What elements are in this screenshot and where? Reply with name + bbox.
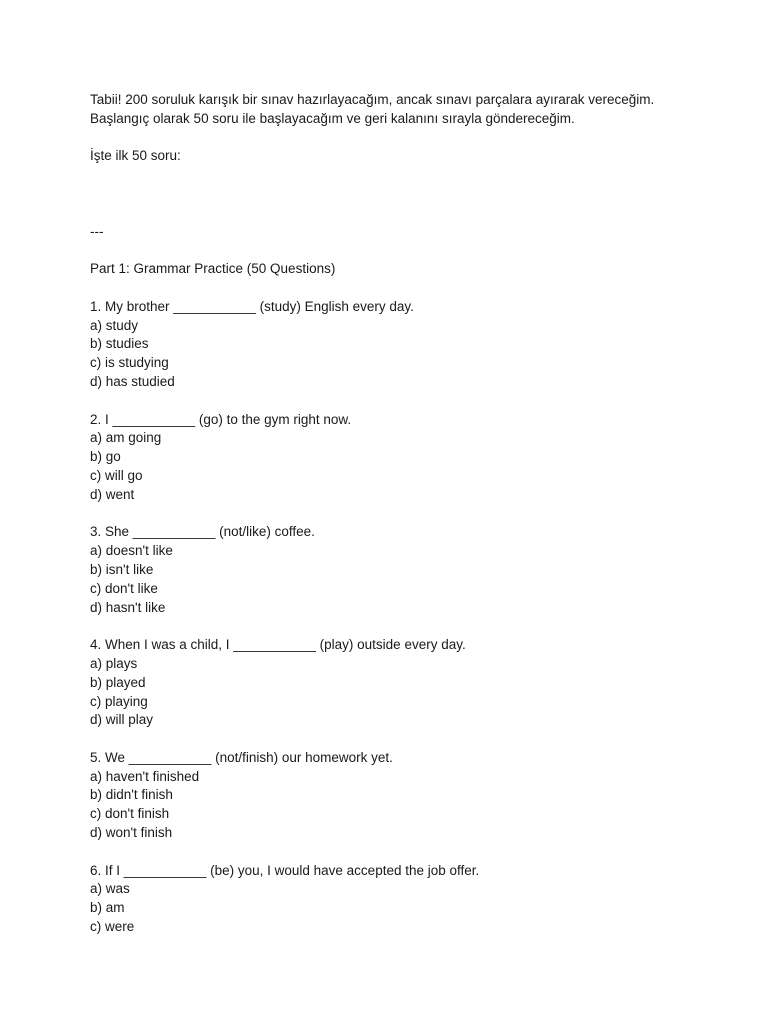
answer-option: d) will play bbox=[90, 712, 154, 728]
part-title: Part 1: Grammar Practice (50 Questions) bbox=[90, 261, 336, 277]
question-prompt: 3. She ___________ (not/like) coffee. bbox=[90, 524, 315, 540]
answer-option: b) isn't like bbox=[90, 561, 154, 577]
document-page bbox=[90, 91, 730, 937]
question-prompt: 5. We ___________ (not/finish) our homework yet. bbox=[90, 749, 393, 765]
answer-option: d) won't finish bbox=[90, 825, 173, 841]
question-block bbox=[90, 749, 730, 843]
question-block bbox=[90, 862, 730, 937]
intro-line-1: Tabii! 200 soruluk karışık bir sınav hazırlayacağım, ancak sınavı parçalara ayırarak vereceğim. bbox=[90, 92, 655, 107]
answer-option: b) go bbox=[90, 449, 121, 465]
answer-option: d) hasn't like bbox=[90, 599, 166, 615]
answer-option: a) doesn't like bbox=[90, 543, 173, 559]
answer-option: c) were bbox=[90, 919, 135, 935]
question-block bbox=[90, 523, 730, 617]
answer-option: a) haven't finished bbox=[90, 768, 200, 784]
answer-option: b) studies bbox=[90, 336, 149, 352]
answer-option: a) plays bbox=[90, 655, 138, 671]
answer-option: b) didn't finish bbox=[90, 787, 173, 803]
answer-option: c) don't finish bbox=[90, 806, 170, 822]
question-prompt: 2. I ___________ (go) to the gym right now. bbox=[90, 411, 352, 427]
answer-option: a) study bbox=[90, 317, 139, 333]
answer-option: a) was bbox=[90, 881, 130, 897]
answer-option: b) played bbox=[90, 674, 146, 690]
answer-option: b) am bbox=[90, 900, 125, 916]
question-block bbox=[90, 411, 730, 505]
answer-option: c) playing bbox=[90, 693, 148, 709]
question-prompt: 4. When I was a child, I ___________ (play) outside every day. bbox=[90, 637, 466, 653]
answer-option: c) is studying bbox=[90, 355, 169, 371]
intro-line-2: Başlangıç olarak 50 soru ile başlayacağım ve geri kalanını sırayla göndereceğim. bbox=[90, 110, 575, 126]
answer-option: d) went bbox=[90, 486, 135, 502]
answer-option: d) has studied bbox=[90, 373, 175, 389]
question-block bbox=[90, 298, 730, 392]
question-prompt: 1. My brother ___________ (study) English every day. bbox=[90, 298, 414, 314]
answer-option: c) will go bbox=[90, 467, 143, 483]
separator: --- bbox=[90, 223, 104, 239]
question-prompt: 6. If I ___________ (be) you, I would have accepted the job offer. bbox=[90, 862, 480, 878]
question-block bbox=[90, 636, 730, 730]
answer-option: c) don't like bbox=[90, 580, 158, 596]
intro-line-3: İşte ilk 50 soru: bbox=[90, 148, 181, 164]
answer-option: a) am going bbox=[90, 430, 162, 446]
